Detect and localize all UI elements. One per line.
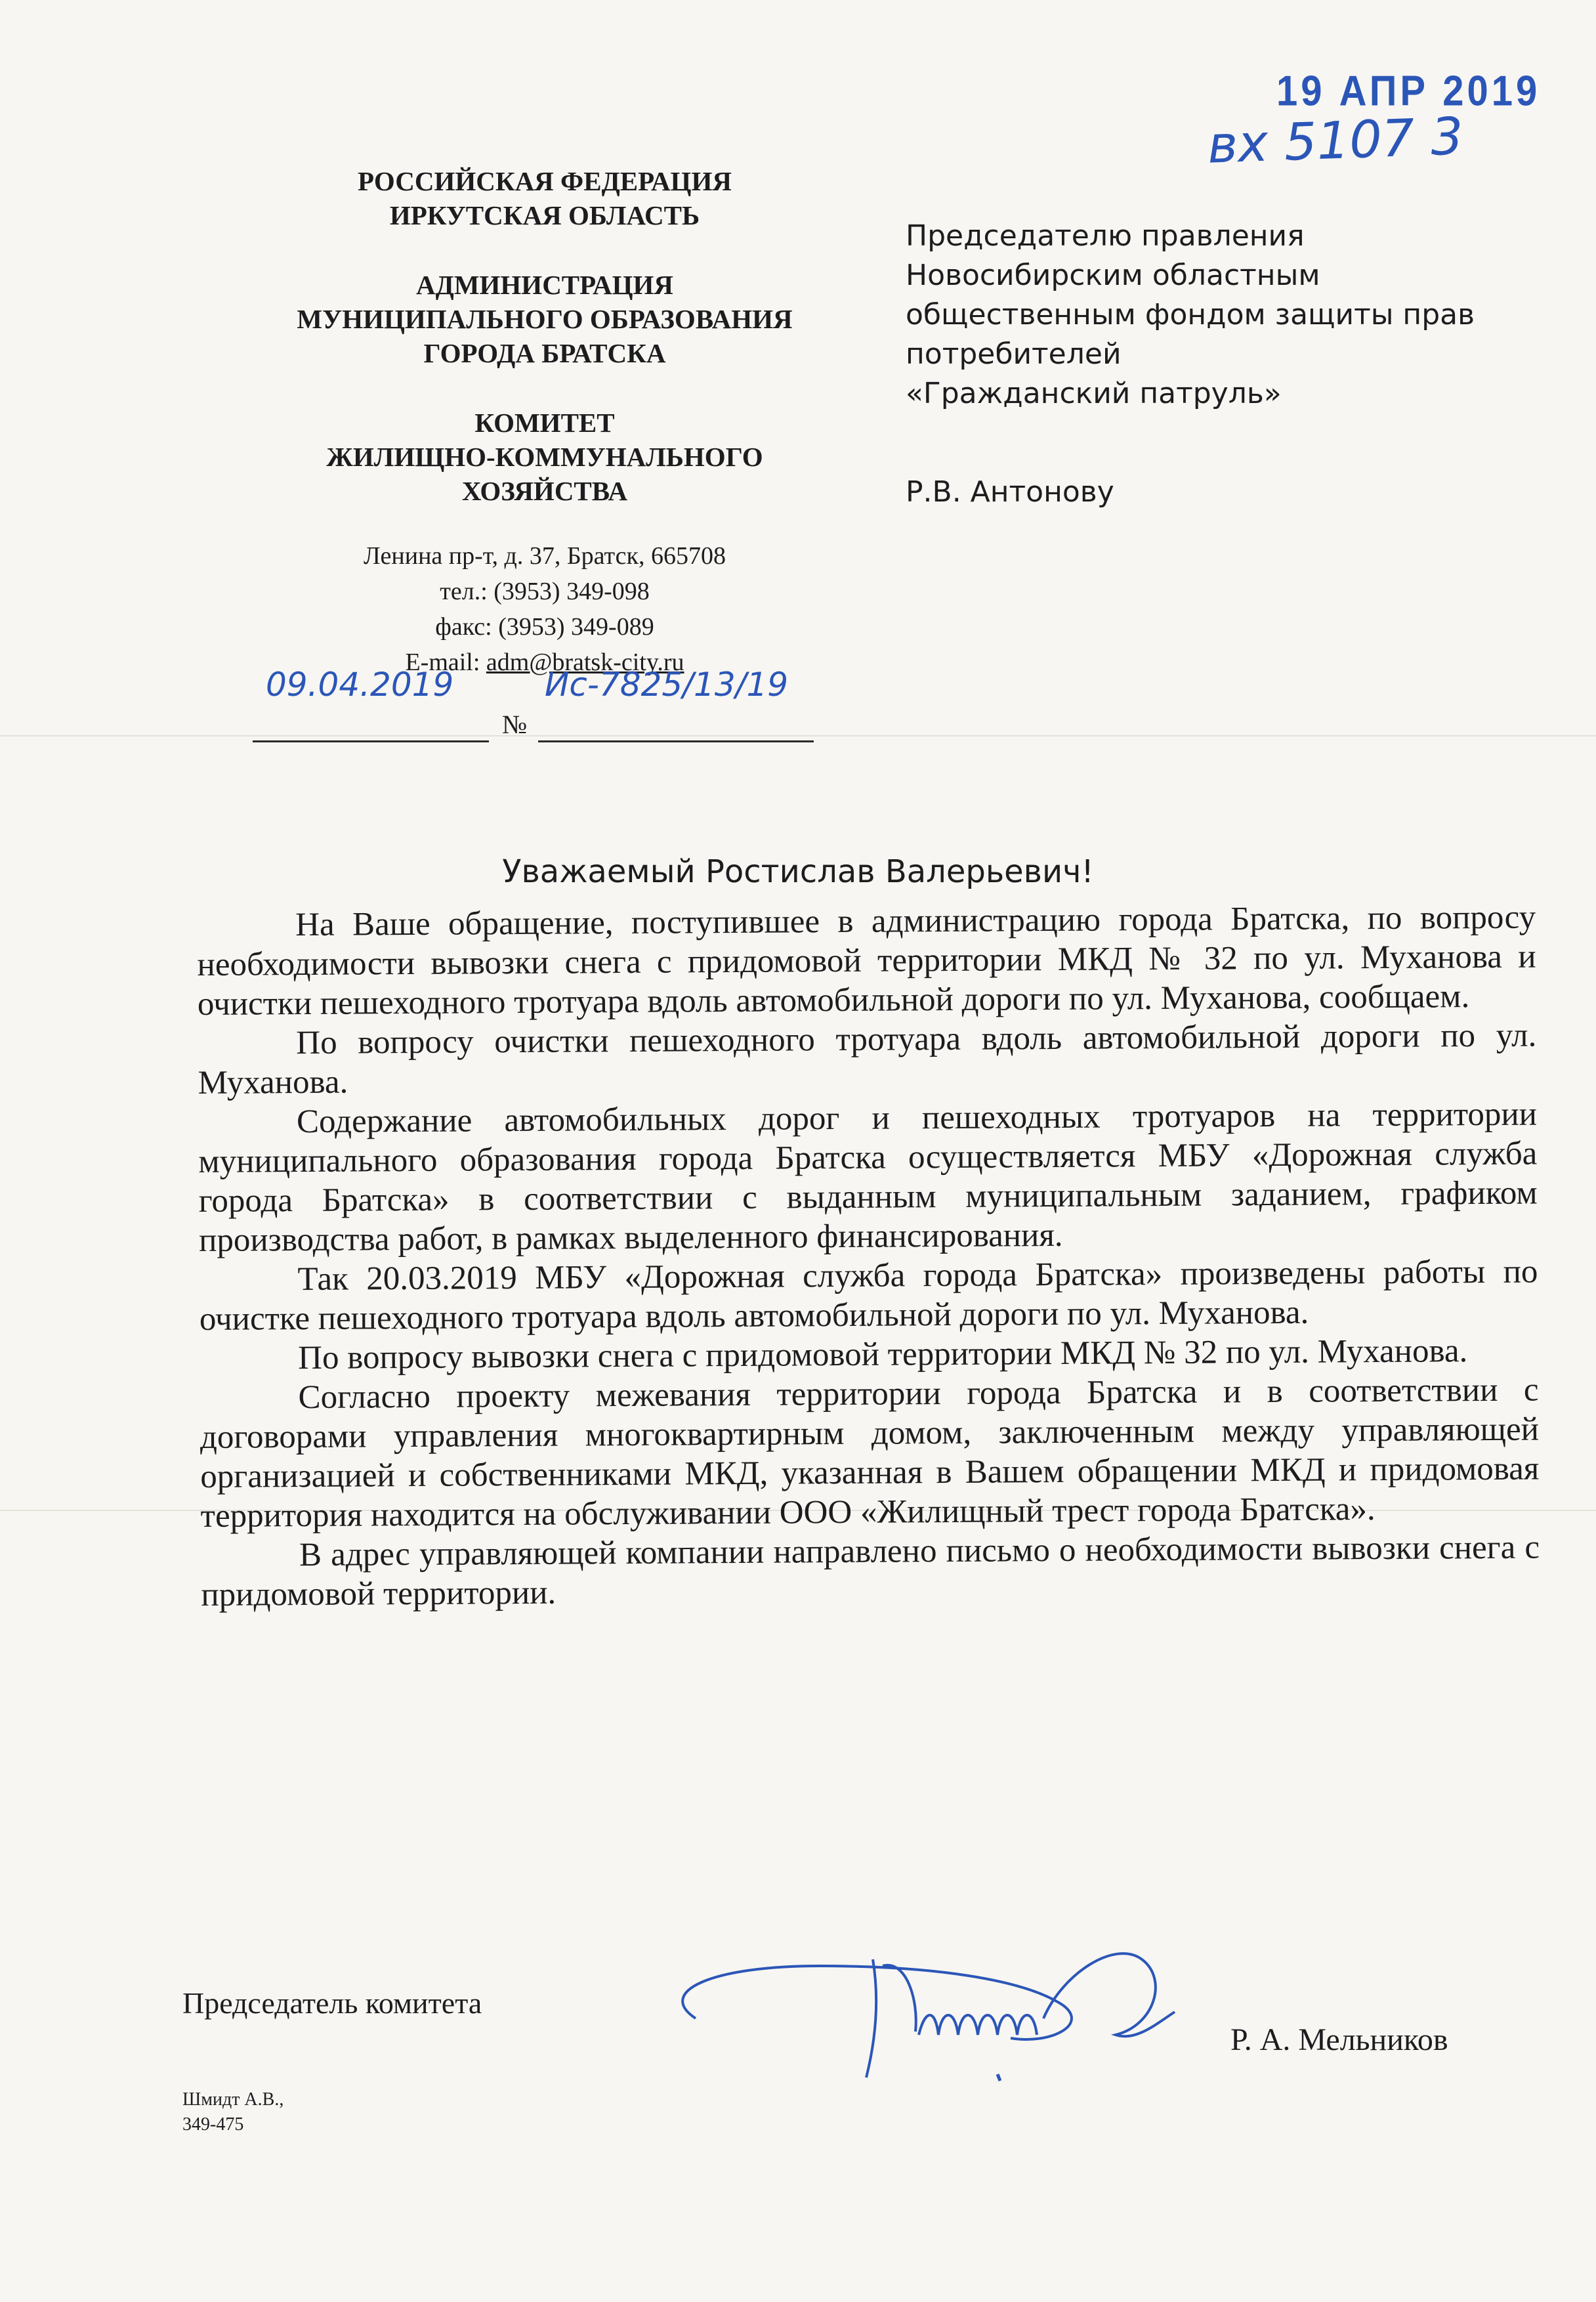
header-line: ХОЗЯЙСТВА [461, 476, 628, 506]
recipient-block [906, 217, 1549, 512]
header-line: ИРКУТСКАЯ ОБЛАСТЬ [389, 200, 700, 230]
sender-phone: тел.: (3953) 349-098 [440, 578, 650, 605]
body-paragraph: Содержание автомобильных дорог и пешеходных тротуаров на территории муниципального образования города Братска осуществляется МБУ «Дорожная служба города Братска» в соответствии с выданным муниципальным заданием, графиком производства работ, в рамках выделенного финансирования. [198, 1096, 1538, 1259]
recipient-line: «Гражданский патруль» [906, 377, 1282, 410]
body-paragraph: Так 20.03.2019 МБУ «Дорожная служба города Братска» произведены работы по очистке пешеходного тротуара вдоль автомобильной дороги по ул. Муханова. [199, 1253, 1538, 1338]
registration-number: Ис-7825/13/19 [545, 666, 789, 704]
header-line: КОМИТЕТ [474, 408, 615, 438]
paper-fold-line [0, 735, 1596, 736]
recipient-line: общественным фондом защиты прав [906, 298, 1475, 331]
email-link[interactable]: adm@bratsk-city.ru [486, 649, 684, 676]
handwritten-signature [656, 1920, 1221, 2091]
header-line: ЖИЛИЩНО-КОММУНАЛЬНОГО [326, 442, 763, 472]
executor-info [182, 2087, 284, 2137]
recipient-line: Председателю правления [906, 219, 1305, 253]
body-paragraph: По вопросу вывозки снега с придомовой территории МКД № 32 по ул. Муханова. [298, 1332, 1468, 1377]
signatory-title: Председатель комитета [182, 1986, 482, 2020]
sender-address: Ленина пр-т, д. 37, Братск, 665708 [364, 542, 726, 570]
salutation: Уважаемый Ростислав Валерьевич! [502, 853, 1094, 890]
email-label: E-mail: [405, 649, 486, 676]
recipient-line: Новосибирским областным [906, 259, 1320, 292]
executor-phone: 349-475 [182, 2114, 244, 2135]
header-line: АДМИНИСТРАЦИЯ [416, 270, 673, 300]
body-paragraph: По вопросу очистки пешеходного тротуара вдоль автомобильной дороги по ул. Муханова. [198, 1017, 1537, 1101]
header-line: МУНИЦИПАЛЬНОГО ОБРАЗОВАНИЯ [297, 304, 793, 334]
body-paragraph: Согласно проекту межевания территории города Братска и в соответствии с договорами управления многоквартирным домом, заключенным между управляющей организацией и собственниками МКД, указанная в Вашем обращении МКД и придомовая территория находится на обслуживании ООО «Жилищный трест города Братска». [200, 1371, 1540, 1535]
body-paragraph: На Ваше обращение, поступившее в администрацию города Братска, по вопросу необходимости вывозки снега с придомовой территории МКД № 32 по ул. Муханова и очистки пешеходного тротуара вдоль автомобильной дороги по ул. Муханова, сообщаем. [197, 899, 1536, 1023]
registration-number-sign: № [502, 710, 528, 739]
registration-date: 09.04.2019 [266, 666, 454, 704]
sender-header [236, 164, 853, 508]
header-line: РОССИЙСКАЯ ФЕДЕРАЦИЯ [358, 166, 732, 196]
letter-body [197, 898, 1540, 1615]
received-date-stamp: 19 АПР 2019 [1276, 67, 1541, 115]
sender-fax: факс: (3953) 349-089 [435, 613, 654, 641]
executor-name: Шмидт А.В., [182, 2089, 284, 2110]
sender-contacts [236, 538, 853, 680]
header-line: ГОРОДА БРАТСКА [423, 338, 666, 368]
recipient-line: потребителей [906, 337, 1122, 371]
recipient-name: Р.В. Антонову [906, 475, 1114, 509]
signatory-name: Р. А. Мельников [1230, 2022, 1448, 2057]
body-paragraph: В адрес управляющей компании направлено письмо о необходимости вывозки снега с придомовой территории. [201, 1529, 1540, 1613]
incoming-number-handwritten: вх 5107 3 [1206, 107, 1465, 175]
